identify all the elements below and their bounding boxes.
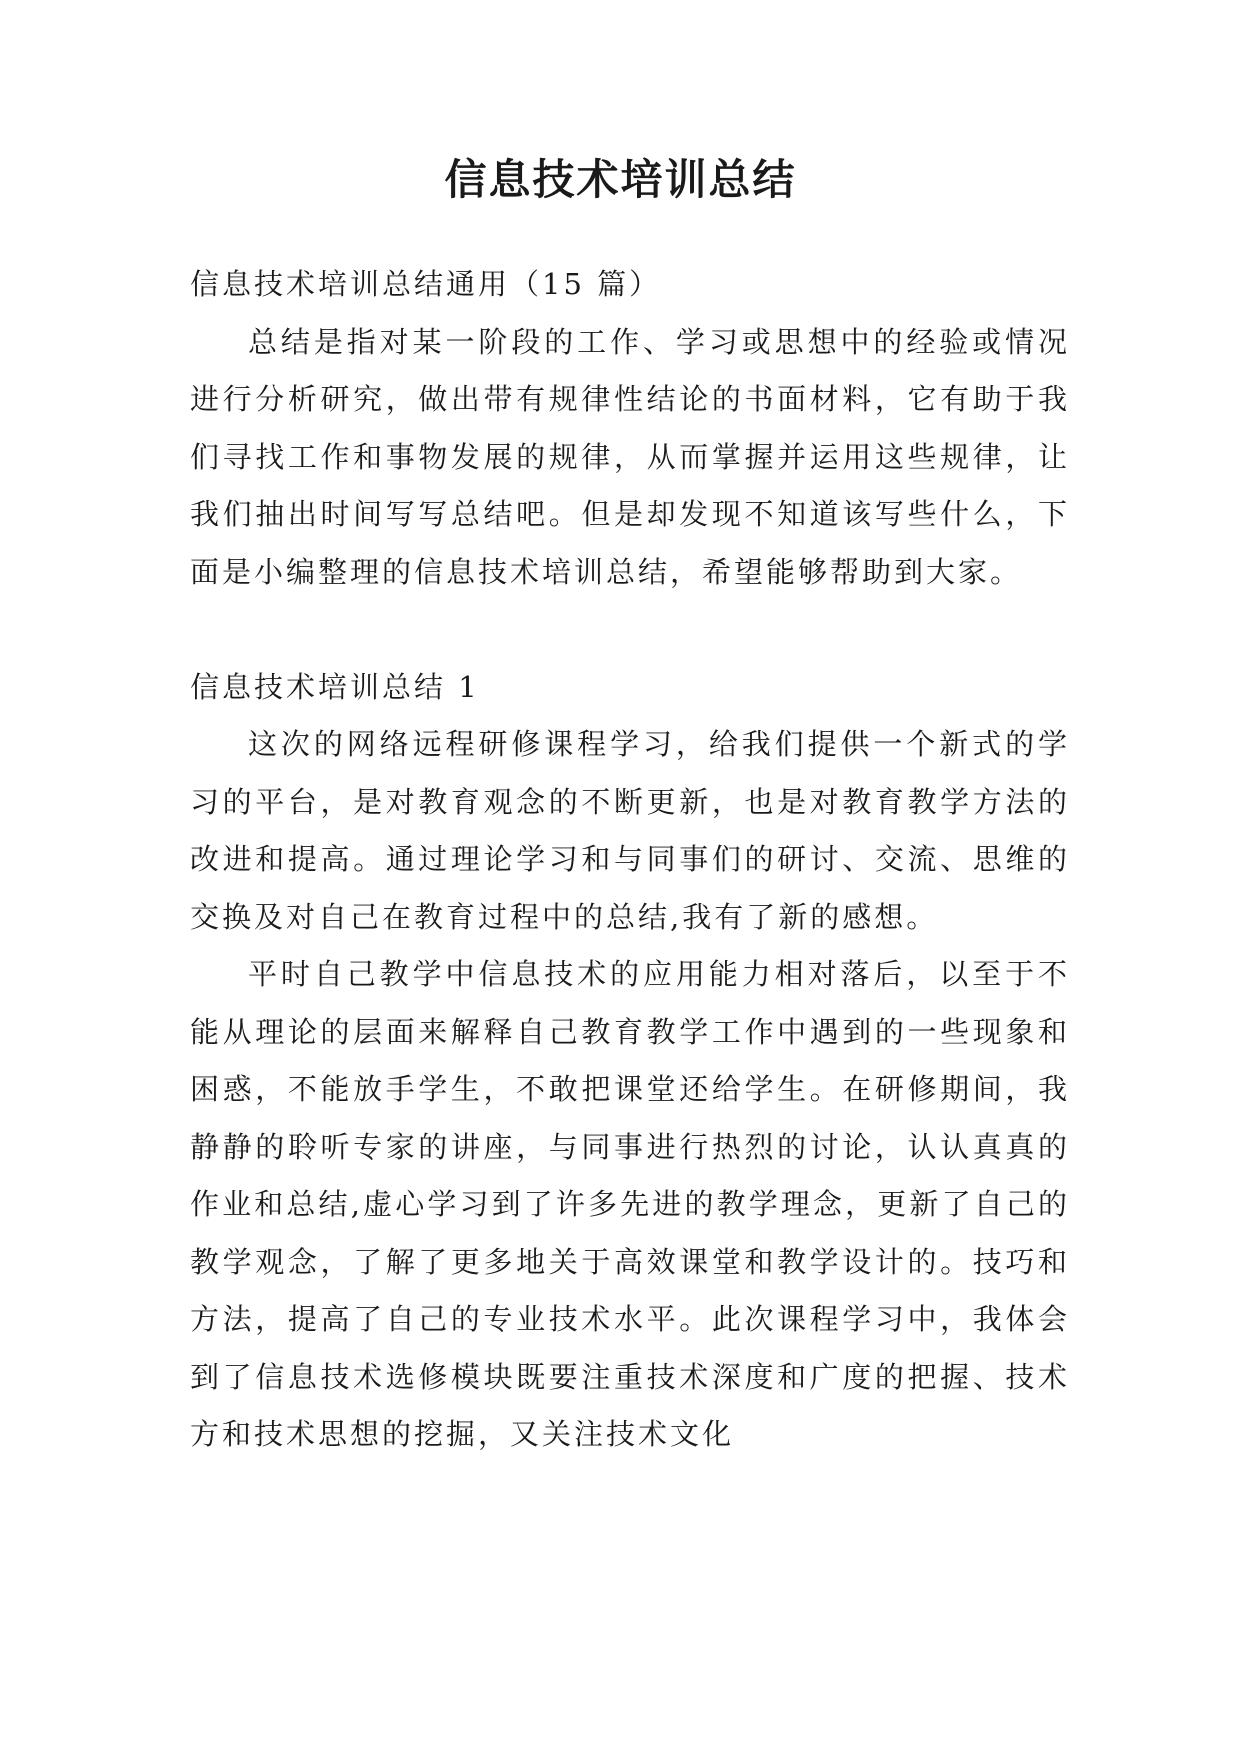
section1-paragraph-2: 平时自己教学中信息技术的应用能力相对落后，以至于不能从理论的层面来解释自己教育教学工作中遇到的一些现象和困惑，不能放手学生，不敢把课堂还给学生。在研修期间，我静静的聆听专家的讲座，与同事进行热烈的讨论，认认真真的作业和总结,虚心学习到了许多先进的教学理念，更新了自己的教学观念，了解了更多地关于高效课堂和教学设计的。技巧和方法，提高了自己的专业技术水平。此次课程学习中，我体会到了信息技术选修模块既要注重技术深度和广度的把握、技术方和技术思想的挖掘，又关注技术文化 (190, 957, 1070, 1451)
intro-paragraph: 总结是指对某一阶段的工作、学习或思想中的经验或情况进行分析研究，做出带有规律性结论的书面材料，它有助于我们寻找工作和事物发展的规律，从而掌握并运用这些规律，让我们抽出时间写写总结吧。但是却发现不知道该写些什么，下面是小编整理的信息技术培训总结，希望能够帮助到大家。 (190, 324, 1070, 589)
document-title: 信息技术培训总结 (444, 155, 797, 204)
document-body (190, 256, 1070, 1464)
section1-paragraph-1: 这次的网络远程研修课程学习，给我们提供一个新式的学习的平台，是对教育观念的不断更新，也是对教育教学方法的改进和提高。通过理论学习和与同事们的研讨、交流、思维的交换及对自己在教育过程中的总结,我有了新的感想。 (190, 727, 1070, 934)
intro-heading: 信息技术培训总结通用（15 篇） (190, 267, 662, 301)
section1-heading: 信息技术培训总结 1 (190, 669, 480, 704)
section-spacer (190, 601, 1070, 659)
